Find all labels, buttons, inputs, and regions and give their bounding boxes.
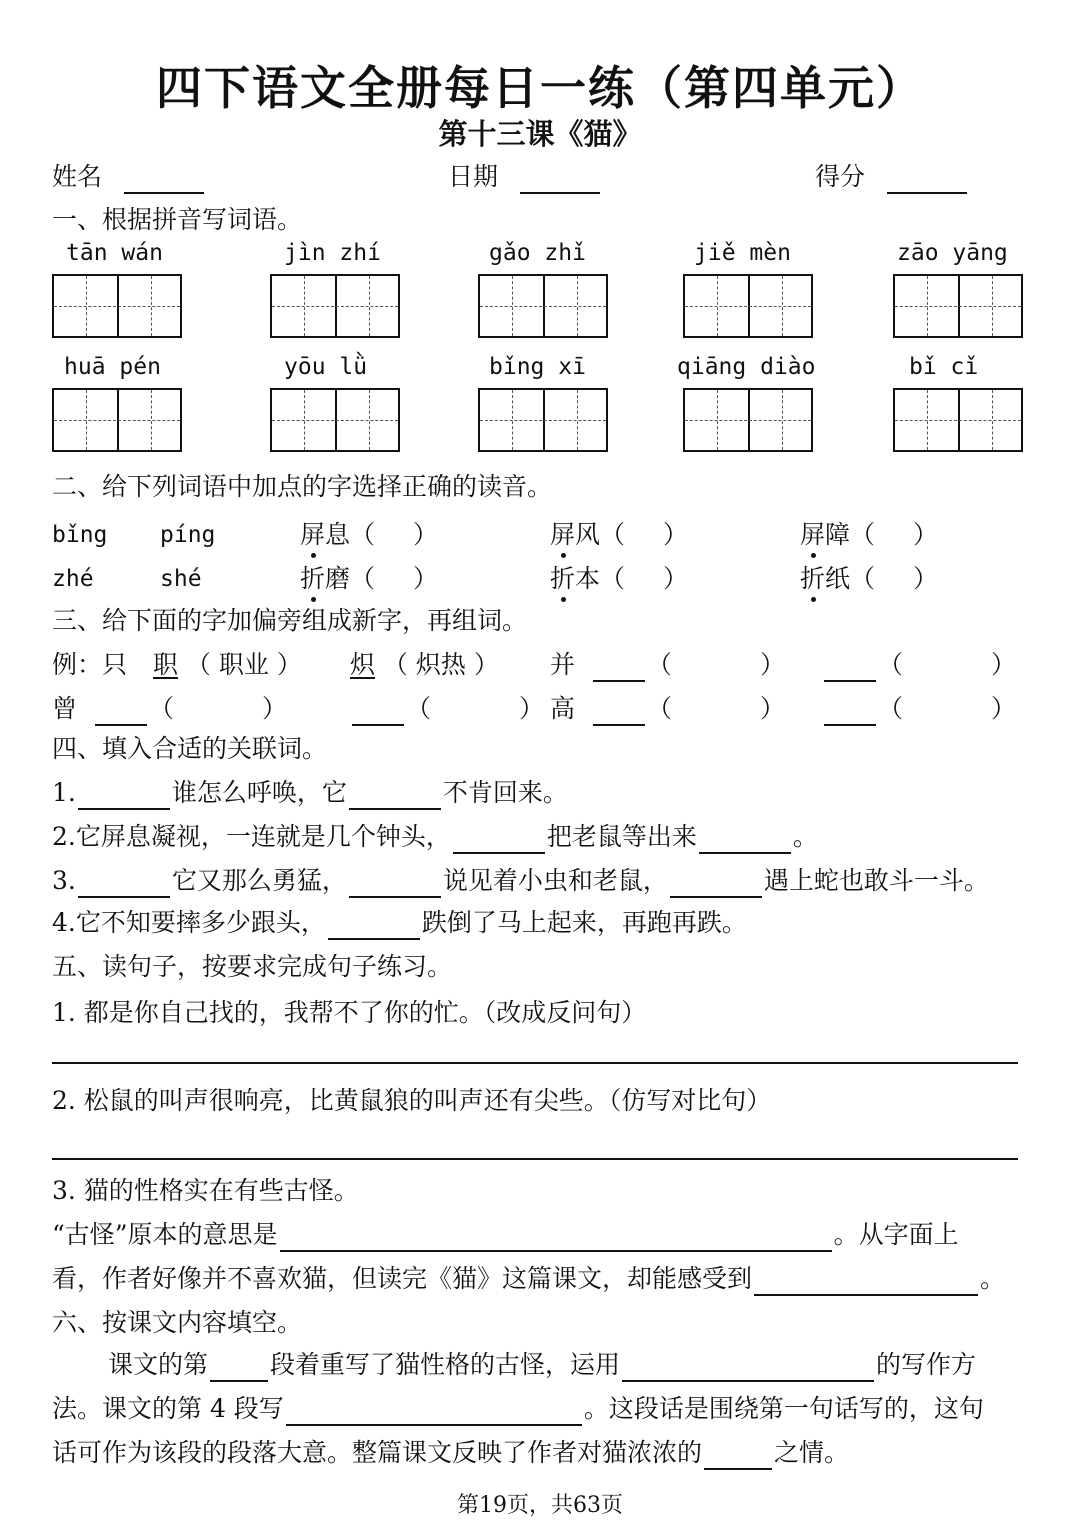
question-4-3: 3. 它又那么勇猛， 说见着小虫和老鼠， 遇上蛇也敢斗一斗。 bbox=[52, 864, 989, 898]
score-blank[interactable] bbox=[887, 166, 967, 194]
exercise-row: 曾 （ ） bbox=[52, 692, 287, 726]
question-4-4: 4.它不知要摔多少跟头， 跌倒了马上起来，再跑再跌。 bbox=[52, 906, 747, 940]
writing-grid[interactable] bbox=[270, 388, 400, 452]
writing-grid[interactable] bbox=[478, 388, 608, 452]
exercise-row: （ ） bbox=[822, 648, 1016, 682]
paragraph-line-2: 法。课文的第 4 段写 。这段话是围绕第一句话写的，这句 bbox=[52, 1392, 984, 1426]
pinyin-label: tān wán bbox=[66, 240, 163, 266]
score-label: 得分 bbox=[815, 162, 866, 191]
question-4-2: 2.它屏息凝视，一连就是几个钟头， 把老鼠等出来 。 bbox=[52, 820, 818, 854]
word-item: 折纸（ ） bbox=[800, 562, 938, 596]
exercise-row: 高 （ ） bbox=[550, 692, 785, 726]
writing-grid[interactable] bbox=[683, 274, 813, 338]
exercise-row: （ ） bbox=[350, 692, 544, 726]
question-5-2: 2. 松鼠的叫声很响亮，比黄鼠狼的叫声还有尖些。（仿写对比句） bbox=[52, 1086, 772, 1115]
date-field bbox=[448, 160, 602, 194]
date-label: 日期 bbox=[448, 162, 499, 191]
writing-grid[interactable] bbox=[52, 388, 182, 452]
name-blank[interactable] bbox=[124, 166, 204, 194]
score-field bbox=[815, 160, 969, 194]
answer-line[interactable] bbox=[52, 1062, 1018, 1064]
pinyin-option: píng bbox=[160, 522, 216, 548]
pinyin-label: zāo yāng bbox=[897, 240, 1008, 266]
writing-grid[interactable] bbox=[893, 388, 1023, 452]
word-item: 折磨（ ） bbox=[300, 562, 438, 596]
writing-grid[interactable] bbox=[270, 274, 400, 338]
pinyin-label: jiě mèn bbox=[694, 240, 791, 266]
answer-line[interactable] bbox=[52, 1158, 1018, 1160]
section-2-heading: 二、给下列词语中加点的字选择正确的读音。 bbox=[52, 472, 553, 501]
pinyin-label: qiāng diào bbox=[677, 354, 816, 380]
exercise-row: （ ） bbox=[822, 692, 1016, 726]
paragraph-line-1: 课文的第 段着重写了猫性格的古怪，运用 的写作方 bbox=[108, 1348, 976, 1382]
word-item: 折本（ ） bbox=[550, 562, 688, 596]
exercise-row: 并 （ ） bbox=[550, 648, 785, 682]
writing-grid[interactable] bbox=[478, 274, 608, 338]
word-item: 屏障（ ） bbox=[800, 518, 938, 552]
example-row: 炽 （ 炽热 ） bbox=[350, 650, 499, 679]
pinyin-label: gǎo zhǐ bbox=[489, 240, 586, 266]
page-title: 四下语文全册每日一练（第四单元） bbox=[156, 61, 924, 115]
section-6-heading: 六、按课文内容填空。 bbox=[52, 1308, 303, 1337]
writing-grid[interactable] bbox=[52, 274, 182, 338]
question-5-3: 3. 猫的性格实在有些古怪。 bbox=[52, 1176, 359, 1205]
pinyin-option: bǐng bbox=[52, 522, 108, 548]
question-5-1: 1. 都是你自己找的，我帮不了你的忙。（改成反问句） bbox=[52, 998, 647, 1027]
section-3-heading: 三、给下面的字加偏旁组成新字，再组词。 bbox=[52, 606, 528, 635]
question-5-3a: “古怪”原本的意思是 。从字面上 bbox=[52, 1218, 959, 1252]
example-row: 例：只 职 （ 职业 ） bbox=[52, 650, 302, 679]
question-4-1: 1. 谁怎么呼唤，它 不肯回来。 bbox=[52, 776, 568, 810]
writing-grid[interactable] bbox=[683, 388, 813, 452]
pinyin-label: yōu lǜ bbox=[284, 354, 368, 380]
word-item: 屏息（ ） bbox=[300, 518, 438, 552]
pinyin-option: zhé bbox=[52, 566, 94, 592]
paragraph-line-3: 话可作为该段的段落大意。整篇课文反映了作者对猫浓浓的 之情。 bbox=[52, 1436, 849, 1470]
section-5-heading: 五、读句子，按要求完成句子练习。 bbox=[52, 952, 453, 981]
name-field bbox=[52, 160, 206, 194]
pinyin-label: jìn zhí bbox=[284, 240, 381, 266]
question-5-3b: 看，作者好像并不喜欢猫，但读完《猫》这篇课文，却能感受到 。 bbox=[52, 1262, 1005, 1296]
page-number: 第19页，共63页 bbox=[457, 1493, 623, 1518]
word-item: 屏风（ ） bbox=[550, 518, 688, 552]
lesson-subtitle: 第十三课《猫》 bbox=[438, 117, 642, 151]
date-blank[interactable] bbox=[520, 166, 600, 194]
pinyin-label: bǐ cǐ bbox=[909, 354, 979, 380]
section-1-heading: 一、根据拼音写词语。 bbox=[52, 205, 303, 234]
pinyin-label: huā pén bbox=[64, 354, 161, 380]
name-label: 姓名 bbox=[52, 162, 103, 191]
writing-grid[interactable] bbox=[893, 274, 1023, 338]
pinyin-label: bǐng xī bbox=[489, 354, 586, 380]
pinyin-option: shé bbox=[160, 566, 202, 592]
section-4-heading: 四、填入合适的关联词。 bbox=[52, 734, 328, 763]
